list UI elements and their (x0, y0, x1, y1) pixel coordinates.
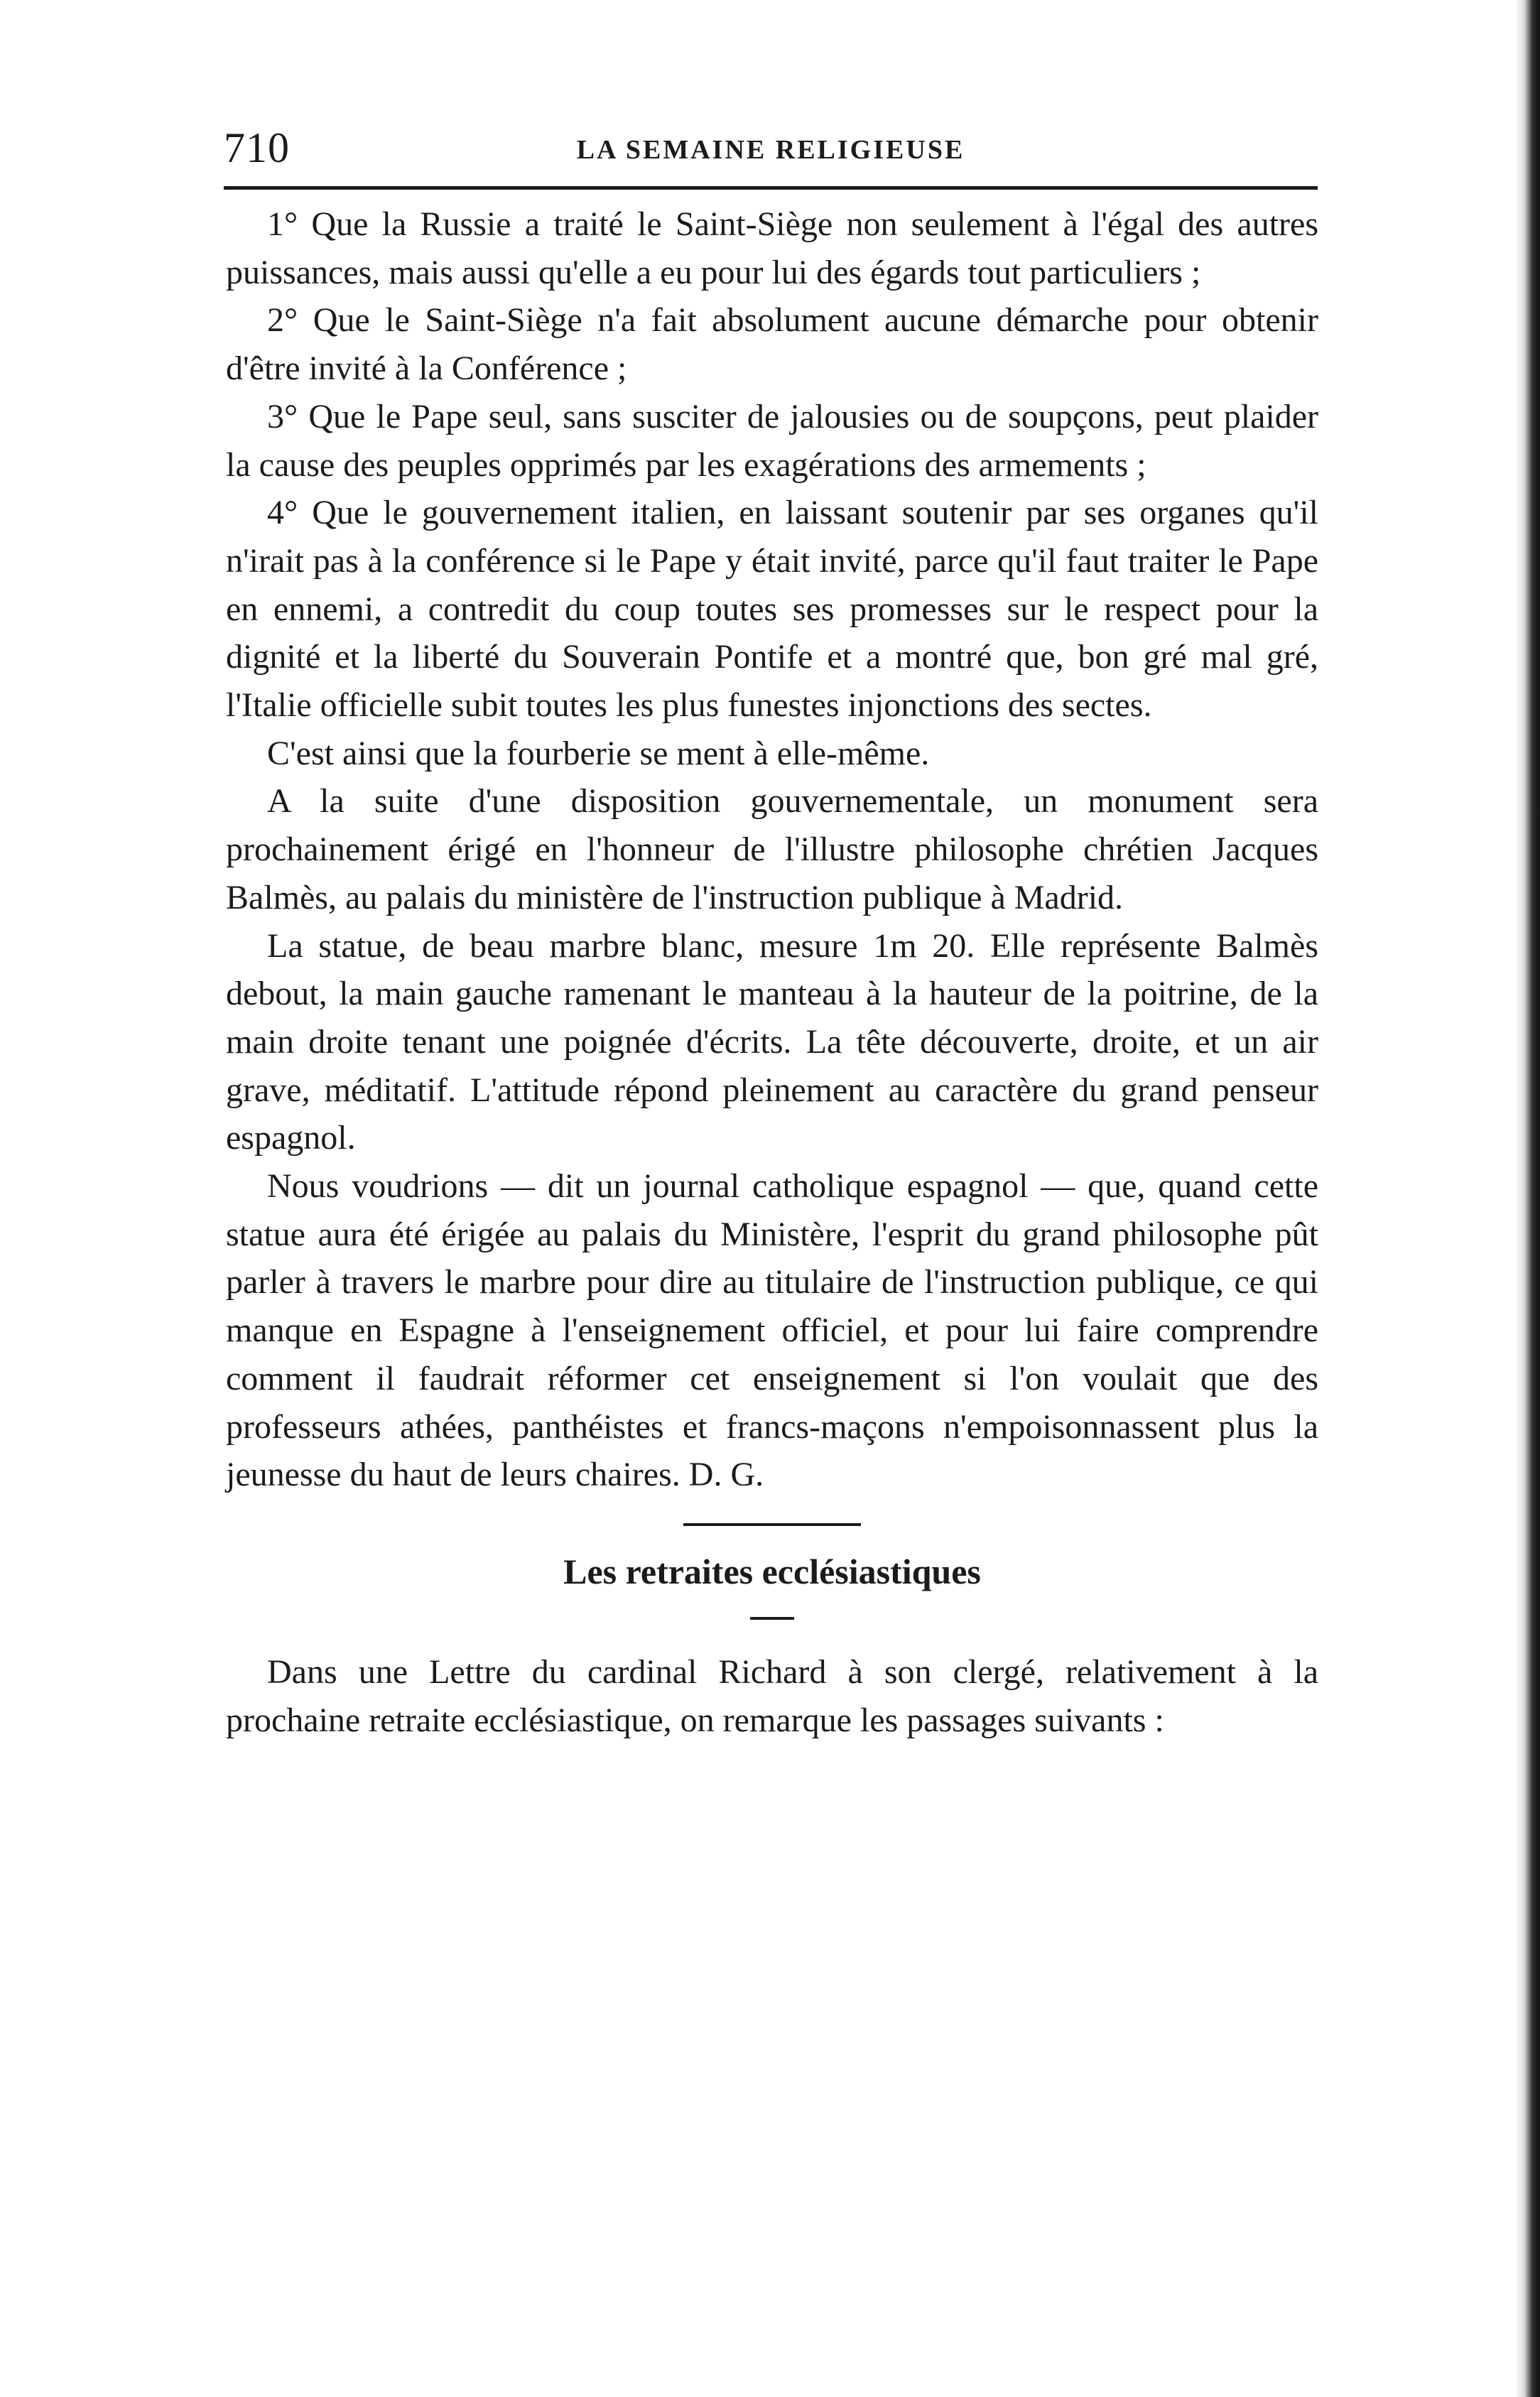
paragraph-point-4: 4° Que le gouvernement italien, en laissant soutenir par ses organes qu'il n'irait pas à la conférence si le Pape y était invité, parce qu'il faut traiter le Pape en ennemi, a contredit du coup toutes ses promesses sur le respect pour la dignité et la liberté du Souverain Pontife et a montré que, bon gré mal gré, l'Italie officielle subit toutes les plus funestes injonctions des sectes. (226, 494, 1318, 725)
paragraph-fourberie: C'est ainsi que la fourberie se ment à elle-même. (267, 734, 930, 772)
paragraph-point-3: 3° Que le Pape seul, sans susciter de jalousies ou de soupçons, peut plaider la cause des peuples opprimés par les exagérations des armements ; (226, 397, 1318, 484)
paragraph-statue: La statue, de beau marbre blanc, mesure 1m 20. Elle représente Balmès debout, la main gauche ramenant le manteau à la hauteur de la poitrine, de la main droite tenant une poignée d'écrits. La tête découverte, droite, et un air grave, méditatif. L'attitude répond pleinement au caractère du grand penseur espagnol. (226, 926, 1318, 1157)
journal-title: LA SEMAINE RELIGIEUSE (576, 135, 965, 165)
paragraph-monument: A la suite d'une disposition gouvernementale, un monument sera prochainement érigé en l'honneur de l'illustre philosophe chrétien Jacques Balmès, au palais du ministère de l'instruction publique à Madrid. (226, 782, 1318, 916)
header-rule (224, 186, 1318, 190)
section-title: Les retraites ecclésiastiques (563, 1551, 981, 1591)
section-divider (683, 1523, 861, 1526)
paragraph-point-2: 2° Que le Saint-Siège n'a fait absolument aucune démarche pour obtenir d'être invité à la Conférence ; (226, 301, 1318, 388)
page-number: 710 (224, 124, 290, 171)
paragraph-journal-quote: Nous voudrions — dit un journal catholique espagnol — que, quand cette statue aura été érigée au palais du Ministère, l'esprit du grand philosophe pût parler à travers le marbre pour dire au titulaire de l'instruction publique, ce qui manque en Espagne à l'enseignement officiel, et pour lui faire comprendre comment il faudrait réformer cet enseignement si l'on voulait que des professeurs athées, panthéistes et francs-maçons n'empoisonnassent plus la jeunesse du haut de leurs chaires. D. G. (226, 1167, 1318, 1494)
body-text (226, 200, 1318, 1744)
title-rule (750, 1617, 794, 1620)
running-head (224, 119, 1318, 176)
paragraph-point-1: 1° Que la Russie a traité le Saint-Siège non seulement à l'égal des autres puissances, mais aussi qu'elle a eu pour lui des égards tout particuliers ; (226, 205, 1318, 291)
binding-edge (1516, 0, 1540, 2397)
paragraph-retraites: Dans une Lettre du cardinal Richard à son clergé, relativement à la prochaine retraite ecclésiastique, on remarque les passages suivants : (226, 1652, 1318, 1739)
